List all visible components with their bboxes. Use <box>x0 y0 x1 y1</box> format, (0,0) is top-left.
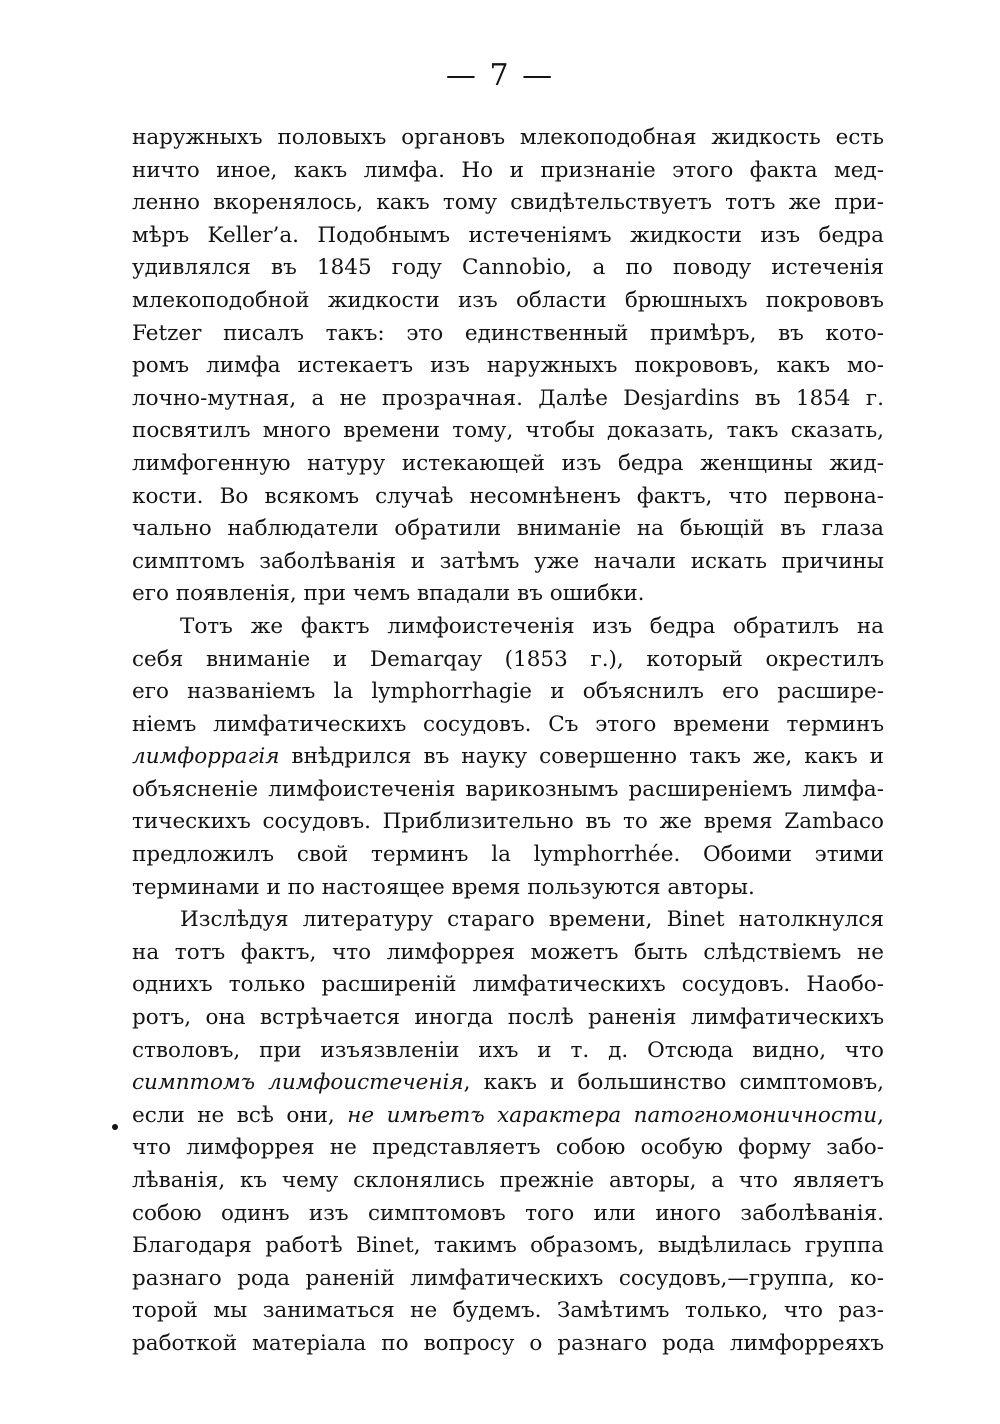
text-line <box>132 676 884 709</box>
text-line <box>132 220 884 253</box>
text-line <box>132 252 884 285</box>
text-line <box>132 904 884 937</box>
text-run: наружныхъ половыхъ органовъ млекоподобная жидкость есть <box>132 125 884 150</box>
text-line <box>132 285 884 318</box>
text-line <box>132 1067 884 1100</box>
text-run: симптомъ заболѣванія и затѣмъ уже начали искать причины <box>132 548 884 574</box>
text-line <box>132 546 884 579</box>
text-line <box>132 839 884 872</box>
body-text <box>132 122 884 1361</box>
text-line <box>132 644 884 677</box>
text-line <box>132 155 884 188</box>
text-run: удивлялся въ 1845 году Cannobio, а по поводу истеченія <box>132 255 884 281</box>
text-line <box>132 448 884 481</box>
text-run: предложилъ свой терминъ la lymphorrhée. Обоими этими <box>132 842 884 868</box>
text-run: торой мы заниматься не будемъ. Замѣтимъ только, что раз- <box>132 1298 884 1324</box>
text-run: ніемъ лимфатическихъ сосудовъ. Съ этого времени терминъ <box>132 711 884 737</box>
text-run: млекоподобной жидкости изъ области брюшныхъ покрововъ <box>132 287 884 313</box>
text-line <box>132 578 884 611</box>
text-run: собою одинъ изъ симптомовъ того или иного заболѣванія. <box>132 1200 884 1226</box>
text-run: ничто иное, какъ лимфа. Но и признаніе этого факта мед- <box>132 157 884 183</box>
text-line <box>132 1132 884 1165</box>
text-run: лочно-мутная, а не прозрачная. Далѣе Desjardins въ 1854 г. <box>132 385 884 411</box>
text-run: разнаго рода раненій лимфатическихъ сосудовъ,—группа, ко- <box>132 1265 884 1291</box>
text-line <box>132 1263 884 1296</box>
text-run: посвятилъ много времени тому, чтобы доказать, такъ сказать, <box>132 418 884 444</box>
text-run: себя вниманіе и Demarqay (1853 г.), который окрестилъ <box>132 646 884 672</box>
text-run: Тотъ же фактъ лимфоистеченія изъ бедра обратилъ на <box>180 613 884 639</box>
text-run: , <box>877 1102 884 1128</box>
text-run: на тотъ фактъ, что лимфоррея можетъ быть слѣдствіемъ не <box>132 939 884 965</box>
text-line <box>132 481 884 514</box>
text-line <box>132 1165 884 1198</box>
margin-dot <box>112 1124 118 1130</box>
text-line <box>132 611 884 644</box>
text-line <box>132 350 884 383</box>
text-line <box>132 1230 884 1263</box>
text-line <box>132 122 884 155</box>
text-run: что лимфоррея не представляетъ собою особую форму забо- <box>132 1135 884 1161</box>
text-run: его названіемъ la lymphorrhagie и объяснилъ его расшире- <box>132 679 884 705</box>
page-number: — 7 — <box>445 58 555 93</box>
text-run: работкой матеріала по вопросу о разнаго рода лимфорреяхъ <box>132 1330 884 1356</box>
text-run: стволовъ, при изъязвленіи ихъ и т. д. Отсюда видно, что <box>132 1037 884 1063</box>
text-line <box>132 1328 884 1361</box>
text-line <box>132 383 884 416</box>
italic-term: лимфоррагія <box>132 744 280 770</box>
text-run: терминами и по настоящее время пользуются авторы. <box>132 874 755 900</box>
text-run: его появленія, при чемъ впадали въ ошибки. <box>132 581 645 607</box>
italic-term: не имѣетъ характера патогномоничности <box>347 1102 878 1128</box>
text-run: однихъ только расширеній лимфатическихъ сосудовъ. Наобо- <box>132 972 884 998</box>
text-run: кости. Во всякомъ случаѣ несомнѣненъ фактъ, что первона- <box>132 483 884 509</box>
text-line <box>132 187 884 220</box>
text-run: ротъ, она встрѣчается иногда послѣ раненія лимфатическихъ <box>132 1005 884 1031</box>
text-line <box>132 937 884 970</box>
text-run: лѣванія, къ чему склонялись прежніе авторы, а что являетъ <box>132 1168 884 1193</box>
text-run: внѣдрился въ науку совершенно такъ же, какъ и <box>279 744 884 770</box>
text-line <box>132 806 884 839</box>
text-run: объясненіе лимфоистеченія варикознымъ расширеніемъ лимфа- <box>132 776 884 802</box>
text-line <box>132 1035 884 1068</box>
text-line <box>132 1198 884 1231</box>
text-line <box>132 872 884 905</box>
text-run: , какъ и большинство симптомовъ, <box>463 1070 884 1096</box>
text-run: ромъ лимфа истекаетъ изъ наружныхъ покрововъ, какъ мо- <box>132 353 884 379</box>
italic-term: симптомъ лимфоистеченія <box>132 1070 464 1096</box>
text-run: чально наблюдатели обратили вниманіе на бьющій въ глаза <box>132 516 884 542</box>
text-line <box>132 774 884 807</box>
text-line <box>132 741 884 774</box>
text-line <box>132 1100 884 1133</box>
text-line <box>132 415 884 448</box>
text-run: лимфогенную натуру истекающей изъ бедра женщины жид- <box>132 450 884 476</box>
text-line <box>132 513 884 546</box>
text-line <box>132 969 884 1002</box>
text-line <box>132 709 884 742</box>
text-run: Благодаря работѣ Binet, такимъ образомъ, выдѣлилась группа <box>132 1233 884 1259</box>
text-line <box>132 1295 884 1328</box>
text-run: если не всѣ они, <box>132 1102 348 1128</box>
text-run: Fetzer писалъ такъ: это единственный примѣръ, въ кото- <box>132 320 884 346</box>
text-run: тическихъ сосудовъ. Приблизительно въ то же время Zambaco <box>132 809 884 835</box>
text-line <box>132 1002 884 1035</box>
text-run: мѣръ Keller’а. Подобнымъ истеченіямъ жидкости изъ бедра <box>132 222 884 248</box>
text-line <box>132 318 884 351</box>
text-run: ленно вкоренялось, какъ тому свидѣтельствуетъ тотъ же при- <box>132 190 884 216</box>
text-run: Изслѣдуя литературу стараго времени, Binet натолкнулся <box>180 907 884 933</box>
